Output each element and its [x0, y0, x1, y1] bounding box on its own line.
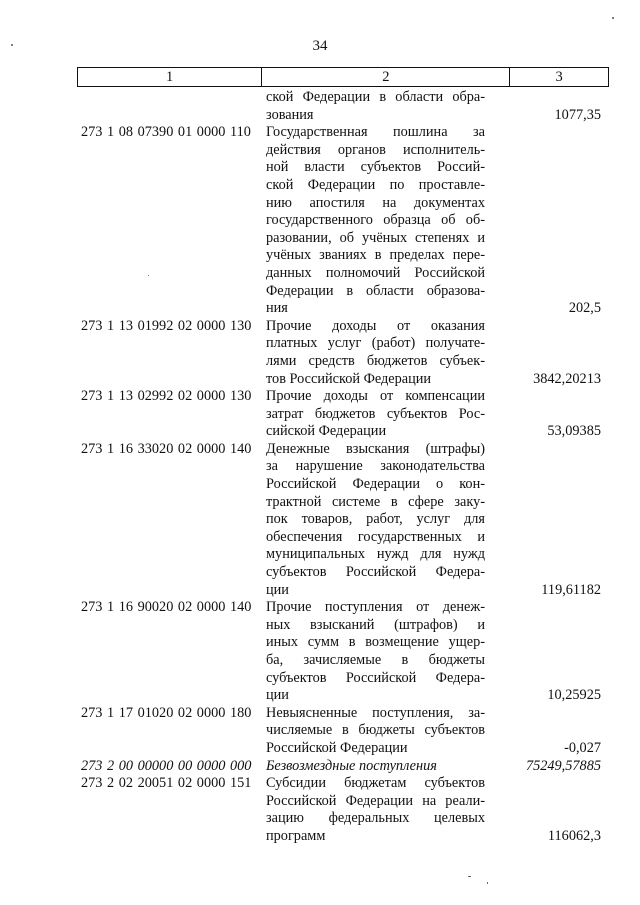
table-row — [81, 124, 601, 318]
description-line: государственного образца об об- — [266, 212, 485, 229]
description-line: ции — [266, 687, 289, 704]
amount: -0,027 — [564, 739, 601, 756]
amount: 75249,57885 — [525, 757, 601, 774]
income-description — [266, 705, 485, 758]
table-row — [81, 318, 601, 388]
page-number: 34 — [312, 38, 328, 54]
budget-code: 273 1 17 01020 02 0000 180 — [81, 704, 252, 721]
description-line: Денежные взыскания (штрафы) — [266, 440, 485, 457]
income-description — [266, 388, 485, 441]
description-line: сийской Федерации — [266, 423, 387, 440]
description-line: разовании, об учёных степенях и — [266, 229, 485, 246]
amount: 116062,3 — [547, 827, 601, 844]
description-line: ской Федерации по проставле- — [266, 176, 485, 193]
scan-speck — [612, 17, 614, 19]
description-line: учёных званиях в пределах пере- — [266, 247, 485, 264]
description-line: Российской Федерации о кон- — [266, 476, 485, 493]
budget-code — [81, 89, 266, 124]
amount: 119,61182 — [541, 581, 601, 598]
income-description — [266, 599, 485, 705]
description-line: субъектов Российской Федера- — [266, 564, 485, 581]
income-description — [266, 318, 485, 388]
description-line: трактной системе в сфере заку- — [266, 493, 485, 510]
description-line: за нарушение законодательства — [266, 458, 485, 475]
description-line: Государственная пошлина за — [266, 124, 485, 141]
income-description — [266, 124, 485, 318]
income-description — [266, 758, 485, 776]
description-line: муниципальных нужд для нужд — [266, 546, 485, 563]
budget-code: 273 1 13 02992 02 0000 130 — [81, 388, 252, 405]
description-line: Федерации в области образова- — [266, 282, 485, 299]
description-line: обеспечения государственных и — [266, 528, 485, 545]
scan-speck — [487, 882, 488, 884]
budget-code: 273 2 00 00000 00 0000 000 — [81, 757, 252, 774]
income-description — [266, 775, 485, 845]
description-line: Безвозмездные поступления — [266, 757, 437, 774]
description-line: Прочие поступления от денеж- — [266, 599, 485, 616]
description-line: ции — [266, 581, 289, 598]
description-line: Субсидии бюджетам субъектов — [266, 775, 485, 792]
description-line: лями средств бюджетов субъек- — [266, 352, 485, 369]
description-line: субъектов Российской Федера- — [266, 669, 485, 686]
budget-code: 273 1 16 33020 02 0000 140 — [81, 440, 252, 457]
budget-code: 273 1 16 90020 02 0000 140 — [81, 599, 252, 616]
description-line: Российской Федерации — [266, 739, 408, 756]
table-row — [81, 89, 601, 124]
table-row — [81, 441, 601, 599]
table-row — [81, 599, 601, 705]
income-description — [266, 89, 485, 124]
description-line: затрат бюджетов субъектов Рос- — [266, 405, 485, 422]
header-col-3: 3 — [510, 68, 609, 87]
amount: 10,25925 — [547, 687, 601, 704]
description-line: Российской Федерации на реали- — [266, 792, 485, 809]
header-col-1: 1 — [78, 68, 262, 87]
description-line: платных услуг (работ) получате- — [266, 335, 485, 352]
description-line: зования — [266, 106, 314, 123]
income-description — [266, 441, 485, 599]
scan-speck — [468, 876, 471, 877]
table-header — [77, 67, 609, 87]
description-line: зацию федеральных целевых — [266, 810, 485, 827]
description-line: ной власти субъектов Россий- — [266, 159, 485, 176]
amount: 53,09385 — [547, 423, 601, 440]
income-table-body — [81, 89, 601, 846]
amount: 3842,20213 — [533, 370, 601, 387]
header-col-2: 2 — [262, 68, 510, 87]
scan-speck — [148, 275, 149, 276]
description-line: ба, зачисляемые в бюджеты — [266, 652, 485, 668]
scan-speck — [11, 44, 13, 46]
table-row — [81, 775, 601, 845]
description-line: пок товаров, работ, услуг для — [266, 511, 485, 528]
amount: 202,5 — [568, 300, 601, 317]
description-line: Прочие доходы от оказания — [266, 317, 485, 334]
table-row — [81, 758, 601, 776]
description-line: ния — [266, 300, 288, 317]
description-line: данных полномочий Российской — [266, 264, 485, 281]
description-line: программ — [266, 827, 326, 844]
description-line: числяемые в бюджеты субъектов — [266, 722, 485, 739]
description-line: Прочие доходы от компенсации — [266, 388, 485, 405]
description-line: Невыясненные поступления, за- — [266, 704, 485, 721]
description-line: тов Российской Федерации — [266, 370, 432, 387]
description-line: действия органов исполнитель- — [266, 141, 485, 158]
amount: 1077,35 — [554, 106, 601, 123]
description-line: ных взысканий (штрафов) и — [266, 616, 485, 633]
table-row — [81, 705, 601, 758]
description-line: нию апостиля на документах — [266, 194, 485, 211]
budget-code: 273 2 02 20051 02 0000 151 — [81, 775, 252, 792]
description-line: ской Федерации в области обра- — [266, 89, 485, 105]
table-row — [81, 388, 601, 441]
description-line: иных сумм в возмещение ущер- — [266, 634, 485, 651]
budget-code: 273 1 13 01992 02 0000 130 — [81, 317, 252, 334]
budget-code: 273 1 08 07390 01 0000 110 — [81, 124, 251, 141]
